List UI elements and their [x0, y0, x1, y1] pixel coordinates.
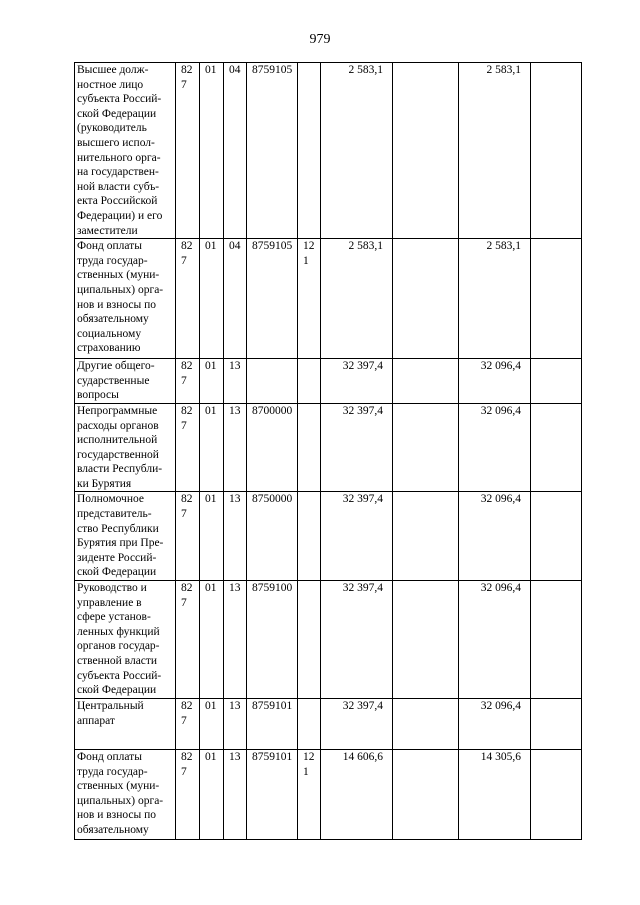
- row-name-line: Фонд оплаты: [77, 751, 142, 764]
- budget-table: [74, 62, 582, 840]
- code-section: 01: [200, 63, 224, 239]
- row-name-line: обязательному: [77, 824, 149, 836]
- code-expense-type: [298, 581, 321, 699]
- code-subsection: 13: [224, 750, 247, 840]
- row-name-line: ленных функций: [77, 625, 160, 638]
- row-name-line: ственных (муни-: [77, 780, 160, 793]
- row-name-line: исполнительной: [77, 434, 158, 447]
- table-row: [75, 239, 582, 359]
- row-name-line: ской Федерации: [77, 566, 157, 579]
- row-name-line: Федерации) и его: [77, 209, 163, 222]
- amount-4: [531, 699, 582, 750]
- page-number: 979: [309, 32, 331, 47]
- amount-4: [531, 239, 582, 359]
- row-name-line: ципальных) орга-: [77, 794, 164, 807]
- row-name-line: екта Российской: [77, 195, 158, 208]
- code-section: 01: [200, 492, 224, 581]
- amount-3: 32 096,4: [459, 699, 531, 750]
- code-admin: 827: [176, 581, 200, 699]
- code-admin: 827: [176, 63, 200, 239]
- row-name-line: представитель-: [77, 508, 152, 521]
- code-section: 01: [200, 750, 224, 840]
- row-name-line: ностное лицо: [77, 78, 144, 91]
- amount-2: [393, 581, 459, 699]
- row-name-line: ство Республики: [77, 522, 159, 535]
- row-name-line: субъекта Россий-: [77, 669, 162, 682]
- row-name-line: зиденте Россий-: [77, 551, 157, 564]
- row-name-line: управление в: [77, 596, 142, 609]
- code-subsection: 13: [224, 359, 247, 404]
- amount-4: [531, 359, 582, 404]
- amount-4: [531, 63, 582, 239]
- code-admin: 827: [176, 403, 200, 492]
- row-name-line: власти Республи-: [77, 463, 163, 476]
- amount-2: [393, 63, 459, 239]
- row-name-line: Центральный: [77, 700, 144, 713]
- code-section: 01: [200, 581, 224, 699]
- row-name: [75, 699, 176, 750]
- row-name-line: Другие общего-: [77, 360, 155, 373]
- row-name-line: ки Бурятия: [77, 477, 132, 490]
- row-name-line: нов и взносы по: [77, 298, 157, 311]
- row-name-line: расходы органов: [77, 419, 159, 432]
- row-name: [75, 492, 176, 581]
- row-name-line: высшего испол-: [77, 136, 155, 149]
- row-name-line: Бурятия при Пре-: [77, 537, 164, 550]
- code-target-article: 8759105: [247, 63, 298, 239]
- amount-1: 32 397,4: [321, 699, 393, 750]
- code-admin: 827: [176, 492, 200, 581]
- code-section: 01: [200, 359, 224, 404]
- code-subsection: 13: [224, 699, 247, 750]
- amount-3: 2 583,1: [459, 239, 531, 359]
- amount-1: 32 397,4: [321, 359, 393, 404]
- row-name-line: социальному: [77, 327, 142, 340]
- row-name-line: труда государ-: [77, 765, 148, 778]
- row-name-line: Руководство и: [77, 582, 147, 595]
- amount-2: [393, 403, 459, 492]
- row-name-line: вопросы: [77, 389, 119, 402]
- code-expense-type: [298, 359, 321, 404]
- amount-1: 32 397,4: [321, 403, 393, 492]
- amount-2: [393, 492, 459, 581]
- table-row: [75, 492, 582, 581]
- row-name: [75, 359, 176, 404]
- row-name-line: обязательному: [77, 313, 149, 326]
- row-name-line: Непрограммные: [77, 404, 158, 417]
- code-subsection: 13: [224, 403, 247, 492]
- row-name-line: ципальных) орга-: [77, 283, 164, 296]
- row-name-line: ской Федерации: [77, 107, 157, 120]
- code-expense-type: [298, 492, 321, 581]
- row-name-line: Высшее долж-: [77, 64, 149, 76]
- row-name-line: нов и взносы по: [77, 809, 157, 822]
- row-name-line: Полномочное: [77, 493, 144, 506]
- row-name: [75, 239, 176, 359]
- row-name-line: (руководитель: [77, 122, 147, 135]
- code-target-article: 8759100: [247, 581, 298, 699]
- amount-3: 32 096,4: [459, 492, 531, 581]
- row-name-line: на государствен-: [77, 166, 159, 179]
- row-name: [75, 63, 176, 239]
- code-expense-type: [298, 63, 321, 239]
- row-name-line: сфере установ-: [77, 611, 151, 624]
- code-expense-type: [298, 403, 321, 492]
- amount-4: [531, 581, 582, 699]
- amount-1: 2 583,1: [321, 63, 393, 239]
- table-row: [75, 63, 582, 239]
- code-section: 01: [200, 699, 224, 750]
- table-row: [75, 699, 582, 750]
- amount-3: 2 583,1: [459, 63, 531, 239]
- code-admin: 827: [176, 239, 200, 359]
- row-name-line: Фонд оплаты: [77, 240, 142, 253]
- amount-2: [393, 359, 459, 404]
- code-admin: 827: [176, 699, 200, 750]
- code-section: 01: [200, 239, 224, 359]
- code-target-article: 8700000: [247, 403, 298, 492]
- table-row: [75, 403, 582, 492]
- amount-4: [531, 750, 582, 840]
- row-name-line: труда государ-: [77, 254, 148, 267]
- code-subsection: 04: [224, 63, 247, 239]
- amount-3: 32 096,4: [459, 403, 531, 492]
- code-target-article: 8750000: [247, 492, 298, 581]
- row-name-line: ной власти субъ-: [77, 180, 160, 193]
- code-admin: 827: [176, 750, 200, 840]
- code-subsection: 13: [224, 492, 247, 581]
- amount-4: [531, 492, 582, 581]
- code-target-article: [247, 359, 298, 404]
- row-name-line: ской Федерации: [77, 684, 157, 697]
- amount-1: 32 397,4: [321, 492, 393, 581]
- code-expense-type: 121: [298, 239, 321, 359]
- row-name: [75, 403, 176, 492]
- amount-1: 2 583,1: [321, 239, 393, 359]
- row-name: [75, 581, 176, 699]
- amount-2: [393, 239, 459, 359]
- table-body: [75, 63, 582, 840]
- row-name-line: заместители: [77, 224, 138, 237]
- row-name-line: страхованию: [77, 342, 141, 355]
- amount-2: [393, 750, 459, 840]
- amount-3: 14 305,6: [459, 750, 531, 840]
- amount-3: 32 096,4: [459, 359, 531, 404]
- amount-1: 32 397,4: [321, 581, 393, 699]
- row-name-line: ственной власти: [77, 655, 158, 667]
- code-expense-type: 121: [298, 750, 321, 840]
- row-name-line: государственной: [77, 448, 159, 461]
- row-name-line: субъекта Россий-: [77, 93, 162, 106]
- row-name-line: сударственные: [77, 374, 150, 387]
- row-name-line: ственных (муни-: [77, 269, 160, 282]
- table-row: [75, 581, 582, 699]
- code-target-article: 8759105: [247, 239, 298, 359]
- amount-1: 14 606,6: [321, 750, 393, 840]
- amount-3: 32 096,4: [459, 581, 531, 699]
- code-subsection: 04: [224, 239, 247, 359]
- amount-2: [393, 699, 459, 750]
- code-expense-type: [298, 699, 321, 750]
- code-admin: 827: [176, 359, 200, 404]
- row-name-line: нительного орга-: [77, 151, 161, 164]
- row-name-line: аппарат: [77, 714, 115, 727]
- row-name: [75, 750, 176, 840]
- table-row: [75, 359, 582, 404]
- code-target-article: 8759101: [247, 750, 298, 840]
- code-subsection: 13: [224, 581, 247, 699]
- code-target-article: 8759101: [247, 699, 298, 750]
- amount-4: [531, 403, 582, 492]
- code-section: 01: [200, 403, 224, 492]
- row-name-line: органов государ-: [77, 640, 160, 653]
- table-row: [75, 750, 582, 840]
